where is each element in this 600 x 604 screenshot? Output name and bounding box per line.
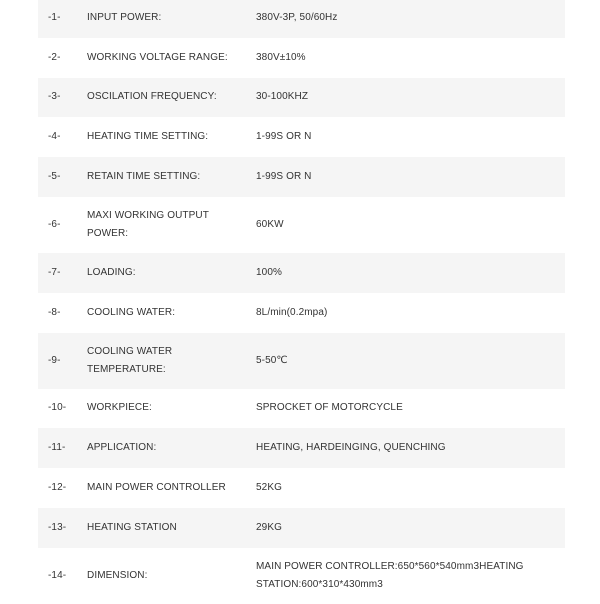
spec-label: INPUT POWER: <box>87 11 162 23</box>
spec-number: -2- <box>48 51 61 63</box>
spec-value: 1-99S OR N <box>256 171 312 183</box>
spec-number: -8- <box>48 306 61 318</box>
spec-row <box>38 428 565 468</box>
spec-label: WORKING VOLTAGE RANGE: <box>87 51 228 63</box>
spec-value: 100% <box>256 266 282 278</box>
spec-number: -13- <box>48 521 67 533</box>
spec-number: -1- <box>48 11 61 23</box>
spec-label <box>87 333 256 389</box>
spec-value: 60KW <box>256 218 284 230</box>
spec-row <box>38 197 565 253</box>
spec-row <box>38 468 565 508</box>
spec-value: 8L/min(0.2mpa) <box>256 306 328 318</box>
spec-value: 380V-3P, 50/60Hz <box>256 11 338 23</box>
spec-label: HEATING TIME SETTING: <box>87 131 209 143</box>
spec-row <box>38 508 565 548</box>
spec-label: RETAIN TIME SETTING: <box>87 171 201 183</box>
spec-value: 1-99S OR N <box>256 131 312 143</box>
spec-number: -11- <box>48 442 66 454</box>
spec-label: DIMENSION: <box>87 569 148 581</box>
spec-label <box>87 197 256 253</box>
spec-label: OSCILATION FREQUENCY: <box>87 91 217 103</box>
spec-number: -7- <box>48 266 61 278</box>
spec-row <box>38 548 565 604</box>
spec-value: HEATING, HARDEINGING, QUENCHING <box>256 442 446 454</box>
spec-row <box>38 253 565 293</box>
spec-row <box>38 38 565 78</box>
spec-label-text: MAXI WORKING OUTPUT POWER: <box>87 209 209 239</box>
spec-label-text: COOLING WATER TEMPERATURE: <box>87 345 173 375</box>
spec-value: 30-100KHZ <box>256 91 309 103</box>
spec-label: COOLING WATER: <box>87 306 176 318</box>
spec-row <box>38 117 565 157</box>
spec-value: MAIN POWER CONTROLLER:650*560*540mm3HEATING STATION:600*310*430mm3 <box>256 560 524 590</box>
spec-number: -12- <box>48 482 67 494</box>
spec-number: -14- <box>48 569 67 581</box>
spec-label: HEATING STATION <box>87 521 177 533</box>
spec-value: SPROCKET OF MOTORCYCLE <box>256 402 403 414</box>
spec-value: 5-50℃ <box>256 354 288 366</box>
spec-value: 29KG <box>256 521 282 533</box>
spec-row <box>38 157 565 197</box>
spec-number: -6- <box>48 218 61 230</box>
spec-label: APPLICATION: <box>87 442 157 454</box>
spec-row <box>38 333 565 389</box>
spec-row <box>38 78 565 118</box>
spec-number: -4- <box>48 131 61 143</box>
spec-row <box>38 389 565 429</box>
spec-number: -9- <box>48 354 61 366</box>
spec-value: 380V±10% <box>256 51 306 63</box>
spec-row <box>38 0 565 38</box>
spec-number: -5- <box>48 171 61 183</box>
spec-label: LOADING: <box>87 266 136 278</box>
spec-number: -10- <box>48 402 67 414</box>
spec-table <box>38 0 565 604</box>
spec-row <box>38 293 565 333</box>
spec-label: WORKPIECE: <box>87 402 152 414</box>
spec-value: 52KG <box>256 482 282 494</box>
spec-label: MAIN POWER CONTROLLER <box>87 482 226 494</box>
spec-number: -3- <box>48 91 61 103</box>
